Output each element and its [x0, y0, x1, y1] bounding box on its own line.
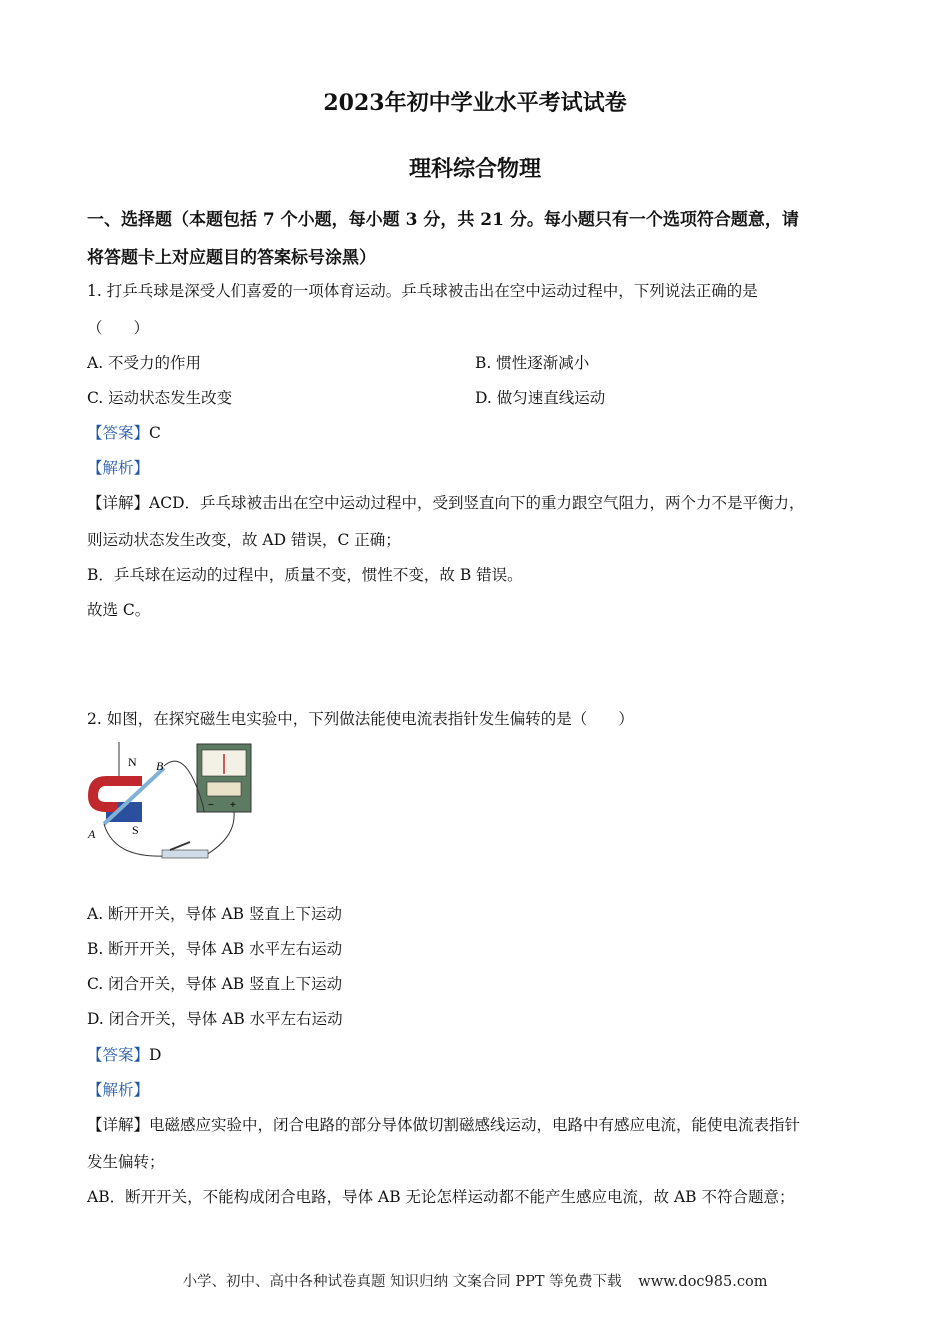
q1-option-c: C. 运动状态发生改变 — [87, 389, 233, 407]
q2-option-d: D. 闭合开关，导体 AB 水平左右运动 — [87, 1010, 343, 1028]
q1-conclusion: 故选 C。 — [87, 601, 151, 619]
q2-option-a: A. 断开开关，导体 AB 竖直上下运动 — [87, 905, 342, 923]
label-b: B — [156, 759, 164, 773]
q1-option-d: D. 做匀速直线运动 — [475, 389, 606, 407]
q2-option-c: C. 闭合开关，导体 AB 竖直上下运动 — [87, 975, 343, 993]
q1-blank: （ ） — [87, 319, 150, 337]
q1-detail-1 — [87, 491, 805, 513]
q1-detail-2: 则运动状态发生改变，故 AD 错误，C 正确； — [87, 531, 401, 549]
switch-icon — [162, 850, 208, 858]
answer-value: C — [149, 424, 161, 442]
section-heading: 一、选择题（本题包括 7 个小题，每小题 3 分，共 21 分。每小题只有一个选项符合题意，请 — [87, 210, 799, 230]
label-minus: − — [208, 800, 214, 811]
label-n: N — [128, 755, 137, 769]
q2-option-b: B. 断开开关，导体 AB 水平左右运动 — [87, 940, 343, 958]
label-plus: + — [230, 800, 236, 811]
q1-detail-3: B．乒乓球在运动的过程中，质量不变，惯性不变，故 B 错误。 — [87, 566, 523, 584]
exam-subtitle: 理科综合物理 — [408, 156, 541, 182]
page-footer — [0, 1270, 950, 1291]
footer-text: 小学、初中、高中各种试卷真题 知识归纳 文案合同 PPT 等免费下载 — [182, 1274, 622, 1290]
q1-stem: 1. 打乒乓球是深受人们喜爱的一项体育运动。乒乓球被击出在空中运动过程中，下列说法正确的是 — [87, 282, 758, 300]
q1-option-a: A. 不受力的作用 — [87, 354, 202, 372]
label-a: A — [88, 827, 96, 841]
detail-text: 电磁感应实验中，闭合电路的部分导体做切割磁感线运动，电路中有感应电流，能使电流表指针 — [149, 1116, 801, 1134]
answer-tag: 【答案】 — [87, 1046, 150, 1064]
q2-stem: 2. 如图，在探究磁生电实验中，下列做法能使电流表指针发生偏转的是（ ） — [87, 710, 634, 728]
footer-link[interactable]: www.doc985.com — [638, 1274, 768, 1290]
q2-answer — [87, 1043, 161, 1065]
q2-detail-3: AB．断开开关，不能构成闭合电路，导体 AB 无论怎样运动都不能产生感应电流，故 AB 不符合题意； — [87, 1188, 795, 1206]
exam-title: 2023年初中学业水平考试试卷 — [323, 90, 627, 116]
section-heading-cont: 将答题卡上对应题目的答案标号涂黑） — [87, 248, 376, 268]
answer-value: D — [149, 1046, 162, 1064]
label-s: S — [132, 823, 139, 837]
q2-detail-2: 发生偏转； — [87, 1153, 165, 1171]
q2-analysis: 【解析】 — [87, 1081, 150, 1099]
induction-experiment-figure — [84, 738, 259, 860]
q1-analysis: 【解析】 — [87, 459, 150, 477]
answer-tag: 【答案】 — [87, 424, 150, 442]
q2-detail-1 — [87, 1113, 800, 1135]
detail-text: ACD．乒乓球被击出在空中运动过程中，受到竖直向下的重力跟空气阻力，两个力不是平衡力， — [149, 494, 805, 512]
detail-tag: 【详解】 — [87, 494, 150, 512]
q1-option-b: B. 惯性逐渐减小 — [475, 354, 590, 372]
q1-answer — [87, 421, 161, 443]
detail-tag: 【详解】 — [87, 1116, 150, 1134]
